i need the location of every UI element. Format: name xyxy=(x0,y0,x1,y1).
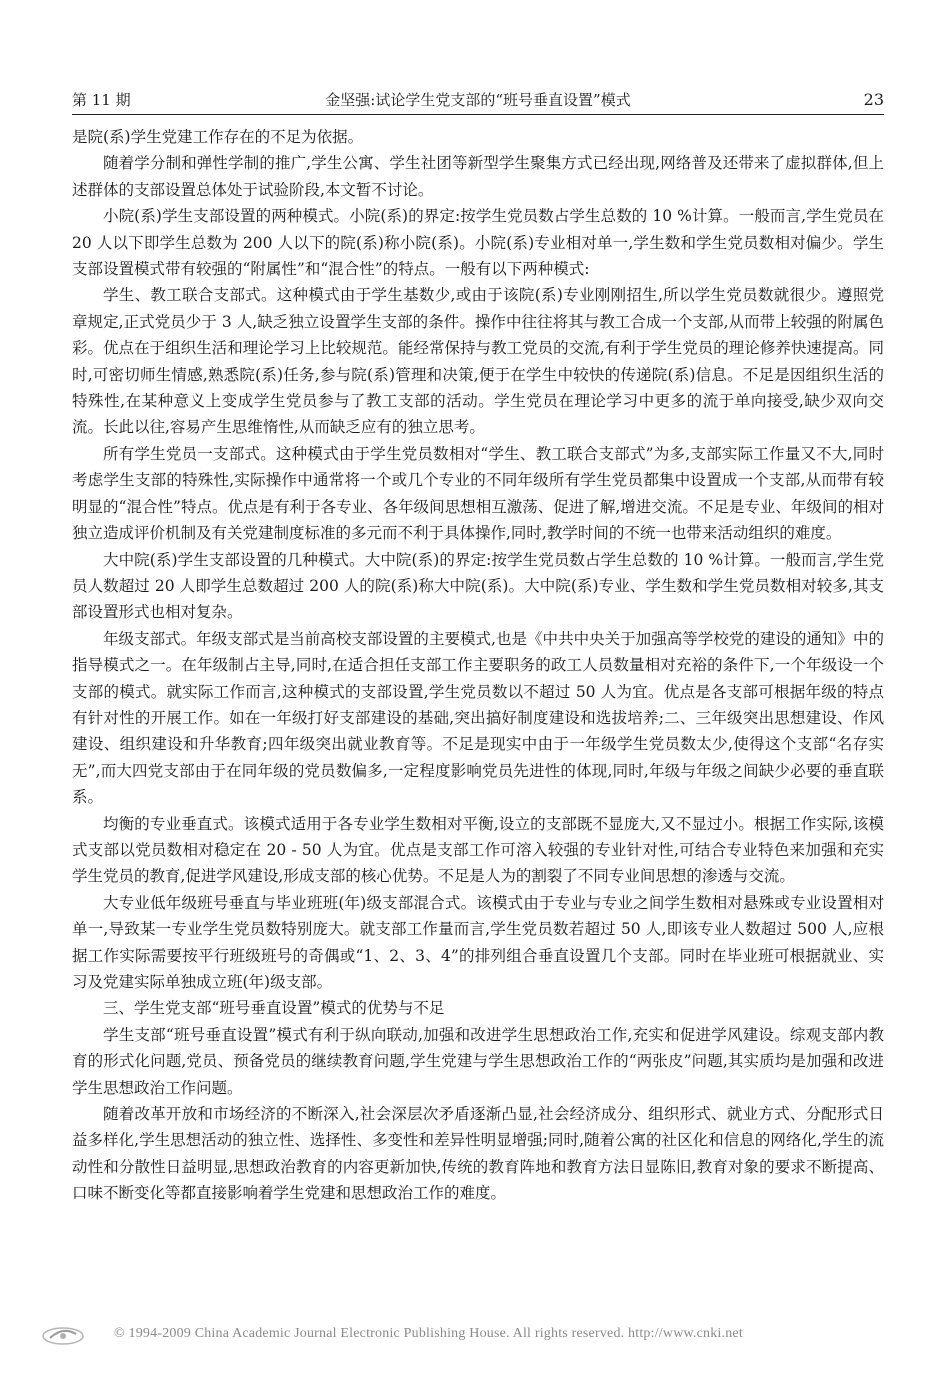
copyright-text: © 1994-2009 China Academic Journal Electronic Publishing House. All rights reserved. http://www.cnki.net xyxy=(114,1326,743,1341)
paragraph: 大专业低年级班号垂直与毕业班班(年)级支部混合式。该模式由于专业与专业之间学生数相对悬殊或专业设置相对单一,导致某一专业学生党员数特别庞大。就支部工作量而言,学生党员数若超过 50 人,即该专业人数超过 500 人,应根据工作实际需要按平行班级班号的奇偶或“1、2、3、4”的排列组合垂直设置几个支部。同时在毕业班可根据就业、实习及党建实际单独成立班(年)级支部。 xyxy=(72,893,884,991)
paragraph: 是院(系)学生党建工作存在的不足为依据。 xyxy=(72,128,364,146)
cnki-logo-icon xyxy=(40,1324,86,1346)
section-heading: 三、学生党支部“班号垂直设置”模式的优势与不足 xyxy=(103,999,445,1018)
article-running-title: 金坚强:试论学生党支部的“班号垂直设置”模式 xyxy=(325,91,631,109)
paragraph: 学生支部“班号垂直设置”模式有利于纵向联动,加强和改进学生思想政治工作,充实和促进学风建设。综观支部内教育的形式化问题,党员、预备党员的继续教育问题,学生党建与学生思想政治工作的“两张皮”问题,其实质均是加强和改进学生思想政治工作问题。 xyxy=(72,1025,884,1097)
paragraph: 年级支部式。年级支部式是当前高校支部设置的主要模式,也是《中共中央关于加强高等学校党的建设的通知》中的指导模式之一。在年级制占主导,同时,在适合担任支部工作主要职务的政工人员数量相对充裕的条件下,一个年级设一个支部的模式。就实际工作而言,这种模式的支部设置,学生党员数以不超过 50 人为宜。优点是各支部可根据年级的特点有针对性的开展工作。如在一年级打好支部建设的基础,突出搞好制度建设和选拔培养;二、三年级突出思想建设、作风建设、组织建设和升华教育;四年级突出就业教育等。不足是现实中由于一年级学生党员数太少,使得这个支部“名存实无”,而大四党支部由于在同年级的党员数偏多,一定程度影响党员先进性的体现,同时,年级与年级之间缺少必要的垂直联系。 xyxy=(72,629,884,807)
paragraph: 所有学生党员一支部式。这种模式由于学生党员数相对“学生、教工联合支部式”为多,支部实际工作量又不大,同时考虑学生支部的特殊性,实际操作中通常将一个或几个专业的不同年级所有学生党员都集中设置成一个支部,从而带有较明显的“混合性”特点。优点是有利于各专业、各年级间思想相互激荡、促进了解,增进交流。不足是专业、年级间的相对独立造成评价机制及有关党建制度标准的多元而不利于具体操作,同时,教学时间的不统一也带来活动组织的难度。 xyxy=(72,444,884,543)
running-header xyxy=(72,86,884,115)
copyright-footer xyxy=(40,1320,910,1350)
paragraph: 大中院(系)学生支部设置的几种模式。大中院(系)的界定:按学生党员数占学生总数的 10 %计算。一般而言,学生党员人数超过 20 人即学生总数超过 200 人的院(系)称大中院(系)。大中院(系)专业、学生数和学生党员数相对较多,其支部设置形式也相对复杂。 xyxy=(72,550,884,622)
issue-number: 第 11 期 xyxy=(72,91,131,109)
paragraph: 随着学分制和弹性学制的推广,学生公寓、学生社团等新型学生聚集方式已经出现,网络普及还带来了虚拟群体,但上述群体的支部设置总体处于试验阶段,本文暂不讨论。 xyxy=(72,154,884,199)
paragraph: 随着改革开放和市场经济的不断深入,社会深层次矛盾逐渐凸显,社会经济成分、组织形式、就业方式、分配形式日益多样化,学生思想活动的独立性、选择性、多变性和差异性明显增强;同时,随着公寓的社区化和信息的网络化,学生的流动性和分散性日益明显,思想政治教育的内容更新加快,传统的教育阵地和教育方法日显陈旧,教育对象的要求不断提高、口味不断变化等都直接影响着学生党建和思想政治工作的难度。 xyxy=(72,1105,884,1203)
page-number: 23 xyxy=(863,90,884,109)
paragraph: 小院(系)学生支部设置的两种模式。小院(系)的界定:按学生党员数占学生总数的 10 %计算。一般而言,学生党员在 20 人以下即学生总数为 200 人以下的院(系)称小院(系)。小院(系)专业相对单一,学生数和学生党员数相对偏少。学生支部设置模式带有较强的“附属性”和“混合性”的特点。一般有以下两种模式: xyxy=(72,207,884,279)
paragraph: 学生、教工联合支部式。这种模式由于学生基数少,或由于该院(系)专业刚刚招生,所以学生党员数就很少。遵照党章规定,正式党员少于 3 人,缺乏独立设置学生支部的条件。操作中往往将其与教工合成一个支部,从而带上较强的附属色彩。优点在于组织生活和理论学习上比较规范。能经常保持与教工党员的交流,有利于学生党员的理论修养快速提高。同时,可密切师生情感,熟悉院(系)任务,参与院(系)管理和决策,便于在学生中较快的传递院(系)信息。不足是因组织生活的特殊性,在某种意义上变成学生党员参与了教工支部的活动。学生党员在理论学习中更多的流于单向接受,缺少双向交流。长此以往,容易产生思维惰性,从而缺乏应有的独立思考。 xyxy=(72,286,884,437)
article-body xyxy=(72,124,884,1207)
paragraph: 均衡的专业垂直式。该模式适用于各专业学生数相对平衡,设立的支部既不显庞大,又不显过小。根据工作实际,该模式支部以党员数相对稳定在 20 - 50 人为宜。优点是支部工作可溶入较强的专业针对性,可结合专业特色来加强和充实学生党员的教育,促进学风建设,形成支部的核心优势。不足是人为的割裂了不同专业间思想的渗透与交流。 xyxy=(72,814,884,886)
